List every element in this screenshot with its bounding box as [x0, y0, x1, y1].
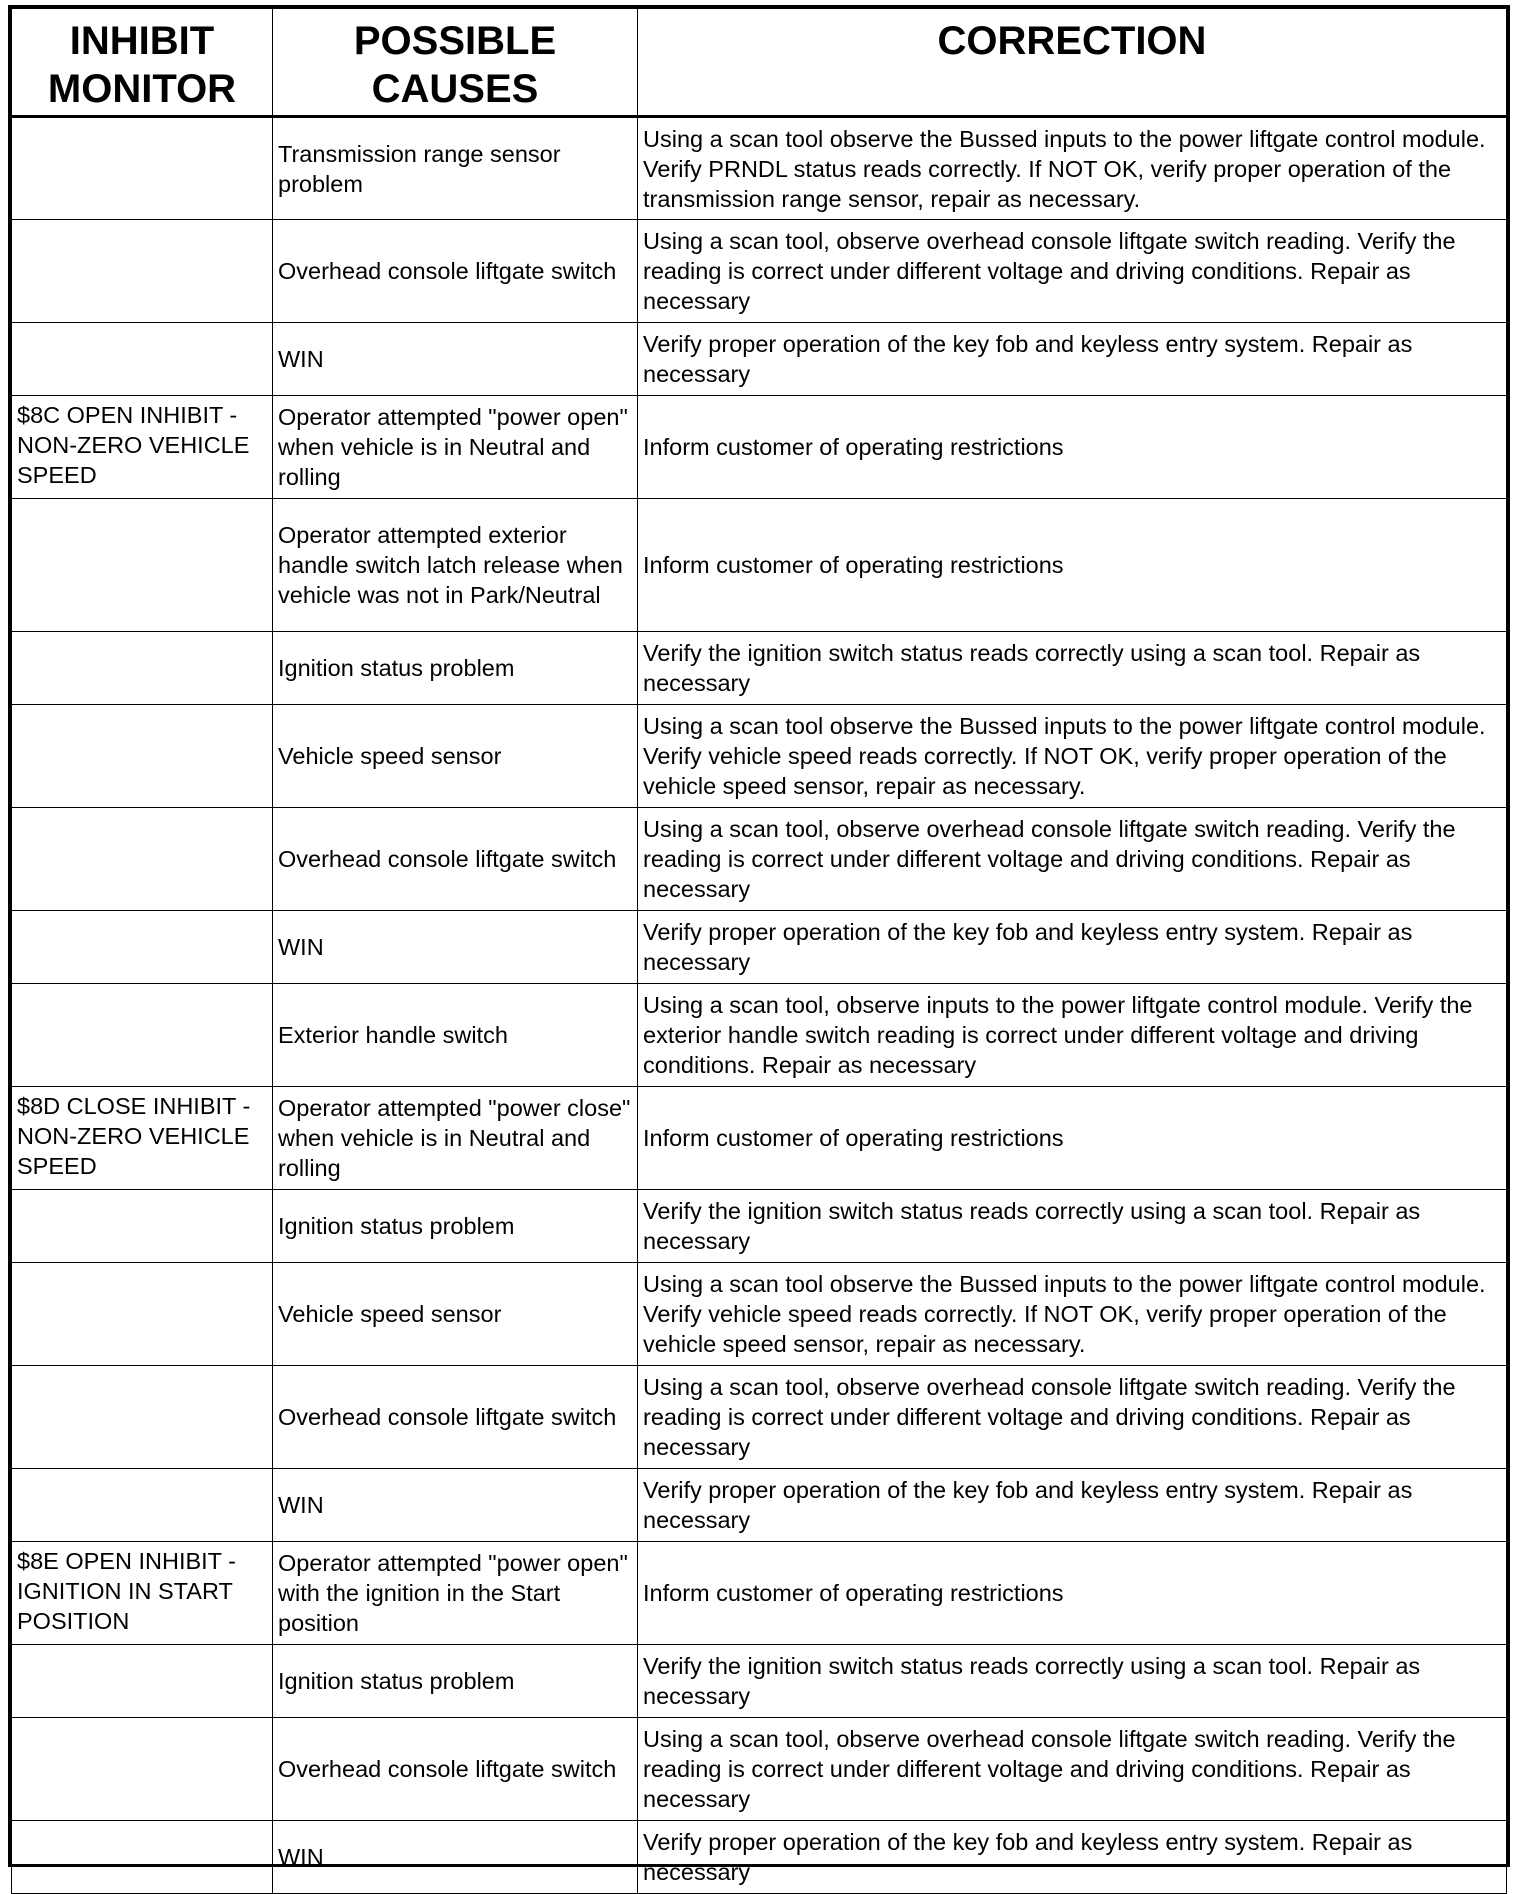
correction-cell: Verify proper operation of the key fob and keyless entry system. Repair as necessary: [638, 911, 1507, 984]
inhibit-monitor-cell: [12, 323, 273, 396]
possible-cause-cell: Overhead console liftgate switch: [273, 220, 638, 323]
table-row: [12, 117, 1507, 220]
table-row: [12, 396, 1507, 499]
inhibit-monitor-table: [11, 8, 1507, 1894]
possible-cause-cell: Overhead console liftgate switch: [273, 1718, 638, 1821]
possible-cause-cell: Ignition status problem: [273, 1645, 638, 1718]
header-inhibit-monitor-line1: INHIBIT: [69, 19, 215, 63]
inhibit-monitor-cell: [12, 984, 273, 1087]
possible-cause-cell: WIN: [273, 1821, 638, 1894]
table-row: [12, 705, 1507, 808]
possible-cause-cell: Operator attempted "power open" with the ignition in the Start position: [273, 1542, 638, 1645]
header-possible-causes-line1: POSSIBLE: [353, 19, 557, 63]
inhibit-monitor-cell: [12, 1263, 273, 1366]
inhibit-monitor-cell: [12, 499, 273, 632]
inhibit-monitor-cell: [12, 1645, 273, 1718]
correction-cell: Inform customer of operating restrictions: [638, 499, 1507, 632]
header-correction-line1: CORRECTION: [937, 19, 1207, 63]
correction-cell: Verify proper operation of the key fob and keyless entry system. Repair as necessary: [638, 1469, 1507, 1542]
header-possible-causes: [273, 9, 638, 117]
possible-cause-cell: Operator attempted "power open" when vehicle is in Neutral and rolling: [273, 396, 638, 499]
table-row: [12, 1263, 1507, 1366]
table-row: [12, 632, 1507, 705]
correction-cell: Using a scan tool, observe overhead console liftgate switch reading. Verify the reading is correct under different voltage and driving conditions. Repair as necessary: [638, 220, 1507, 323]
table-row: [12, 1366, 1507, 1469]
correction-cell: Using a scan tool, observe inputs to the power liftgate control module. Verify the exterior handle switch reading is correct under different voltage and driving conditions. Repair as necessary: [638, 984, 1507, 1087]
table-row: [12, 1542, 1507, 1645]
table-row: [12, 984, 1507, 1087]
possible-cause-cell: Vehicle speed sensor: [273, 705, 638, 808]
table-row: [12, 911, 1507, 984]
possible-cause-cell: Operator attempted exterior handle switch latch release when vehicle was not in Park/Neutral: [273, 499, 638, 632]
correction-cell: Inform customer of operating restrictions: [638, 1542, 1507, 1645]
correction-cell: Verify proper operation of the key fob and keyless entry system. Repair as necessary: [638, 323, 1507, 396]
header-inhibit-monitor: [12, 9, 273, 117]
correction-cell: Using a scan tool, observe overhead console liftgate switch reading. Verify the reading is correct under different voltage and driving conditions. Repair as necessary: [638, 1718, 1507, 1821]
correction-cell: Using a scan tool observe the Bussed inputs to the power liftgate control module. Verify vehicle speed reads correctly. If NOT OK, verify proper operation of the vehicle speed sensor, repair as necessary.: [638, 705, 1507, 808]
correction-cell: Verify proper operation of the key fob and keyless entry system. Repair as necessary: [638, 1821, 1507, 1894]
table-row: [12, 1087, 1507, 1190]
inhibit-monitor-cell: [12, 705, 273, 808]
inhibit-monitor-cell: $8D CLOSE INHIBIT - NON-ZERO VEHICLE SPEED: [12, 1087, 273, 1190]
inhibit-monitor-cell: [12, 1718, 273, 1821]
header-row: [12, 9, 1507, 117]
correction-cell: Verify the ignition switch status reads correctly using a scan tool. Repair as necessary: [638, 632, 1507, 705]
inhibit-monitor-cell: [12, 220, 273, 323]
table-row: [12, 499, 1507, 632]
inhibit-monitor-cell: [12, 117, 273, 220]
diagnostic-table-container: [8, 5, 1510, 1885]
inhibit-monitor-cell: [12, 632, 273, 705]
possible-cause-cell: Ignition status problem: [273, 1190, 638, 1263]
correction-cell: Verify the ignition switch status reads correctly using a scan tool. Repair as necessary: [638, 1645, 1507, 1718]
inhibit-monitor-cell: $8E OPEN INHIBIT - IGNITION IN START POSITION: [12, 1542, 273, 1645]
header-possible-causes-line2: CAUSES: [371, 67, 539, 111]
correction-cell: Inform customer of operating restrictions: [638, 1087, 1507, 1190]
correction-cell: Inform customer of operating restrictions: [638, 396, 1507, 499]
correction-cell: Verify the ignition switch status reads correctly using a scan tool. Repair as necessary: [638, 1190, 1507, 1263]
possible-cause-cell: Operator attempted "power close" when vehicle is in Neutral and rolling: [273, 1087, 638, 1190]
possible-cause-cell: Overhead console liftgate switch: [273, 808, 638, 911]
possible-cause-cell: WIN: [273, 323, 638, 396]
inhibit-monitor-cell: [12, 1366, 273, 1469]
table-row: [12, 1645, 1507, 1718]
correction-cell: Using a scan tool, observe overhead console liftgate switch reading. Verify the reading is correct under different voltage and driving conditions. Repair as necessary: [638, 1366, 1507, 1469]
inhibit-monitor-cell: [12, 1190, 273, 1263]
inhibit-monitor-cell: [12, 1821, 273, 1894]
correction-cell: Using a scan tool observe the Bussed inputs to the power liftgate control module. Verify PRNDL status reads correctly. If NOT OK, verify proper operation of the transmission range sensor, repair as necessary.: [638, 117, 1507, 220]
table-row: [12, 1821, 1507, 1894]
header-inhibit-monitor-line2: MONITOR: [47, 67, 237, 111]
possible-cause-cell: Exterior handle switch: [273, 984, 638, 1087]
table-row: [12, 220, 1507, 323]
table-row: [12, 808, 1507, 911]
possible-cause-cell: Vehicle speed sensor: [273, 1263, 638, 1366]
table-row: [12, 323, 1507, 396]
inhibit-monitor-cell: [12, 1469, 273, 1542]
table-row: [12, 1718, 1507, 1821]
correction-cell: Using a scan tool observe the Bussed inputs to the power liftgate control module. Verify vehicle speed reads correctly. If NOT OK, verify proper operation of the vehicle speed sensor, repair as necessary.: [638, 1263, 1507, 1366]
inhibit-monitor-cell: [12, 911, 273, 984]
possible-cause-cell: Transmission range sensor problem: [273, 117, 638, 220]
possible-cause-cell: WIN: [273, 911, 638, 984]
table-row: [12, 1469, 1507, 1542]
possible-cause-cell: Overhead console liftgate switch: [273, 1366, 638, 1469]
correction-cell: Using a scan tool, observe overhead console liftgate switch reading. Verify the reading is correct under different voltage and driving conditions. Repair as necessary: [638, 808, 1507, 911]
inhibit-monitor-cell: $8C OPEN INHIBIT - NON-ZERO VEHICLE SPEED: [12, 396, 273, 499]
possible-cause-cell: Ignition status problem: [273, 632, 638, 705]
inhibit-monitor-cell: [12, 808, 273, 911]
header-correction: [638, 9, 1507, 117]
possible-cause-cell: WIN: [273, 1469, 638, 1542]
table-row: [12, 1190, 1507, 1263]
